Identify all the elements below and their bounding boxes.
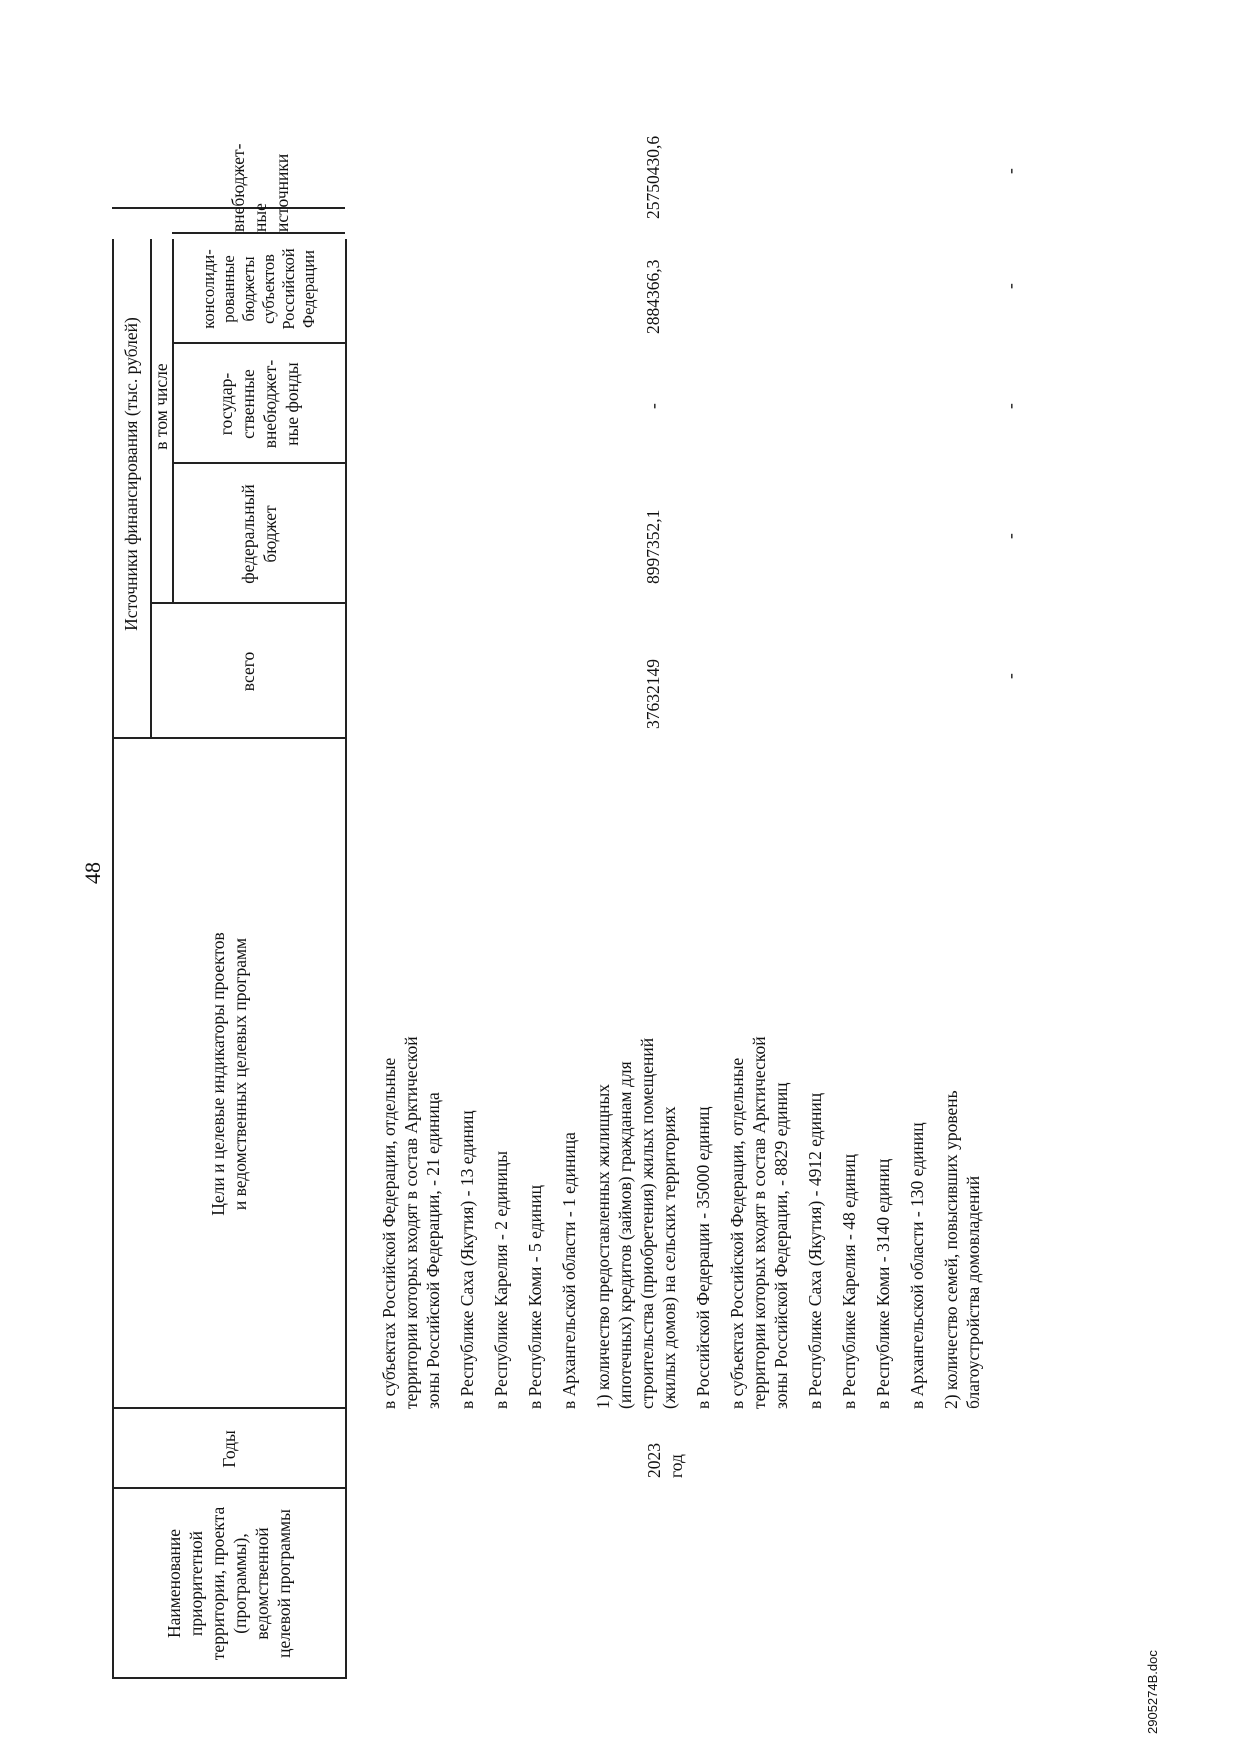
table-row <box>378 744 444 1409</box>
header-name-line: (программы), <box>230 1533 250 1634</box>
header-subgroup: в том числе <box>151 363 171 450</box>
header-federal <box>173 466 344 602</box>
header-name-line: приоритетной <box>186 1531 206 1636</box>
value-extra: 25750430,6 <box>643 135 663 219</box>
value-extra: - <box>1000 168 1020 174</box>
table-row: в Республике Карелия - 2 единицы <box>491 1150 511 1409</box>
goal-line: (ипотечных) кредитов (займов) гражданам для <box>615 1061 635 1409</box>
table-row: в Архангельской области - 130 единиц <box>907 1122 927 1409</box>
value-regional: 2884366,3 <box>643 259 663 334</box>
header-regional-line: субъектов <box>258 254 278 324</box>
goal-line: (жилых домов) на сельских территориях <box>659 1106 679 1409</box>
goal-line: благоустройства домовладений <box>963 1175 983 1409</box>
header-extra-line: источники <box>272 153 292 232</box>
table-row: в Республике Саха (Якутия) - 13 единиц <box>457 1110 477 1409</box>
header-regional-line: Российской <box>278 248 298 330</box>
table-left-rule <box>112 1678 345 1680</box>
header-state-funds <box>173 346 344 462</box>
header-years: Годы <box>219 1430 239 1468</box>
table-row <box>592 744 680 1409</box>
header-regional-line: Федерации <box>298 250 318 328</box>
header-regional-line: рованные <box>218 255 238 323</box>
header-state-funds-line: ные фонды <box>281 362 302 446</box>
col-rule-funding <box>112 738 345 740</box>
goal-line: 1) количество предоставленных жилищных <box>593 1083 613 1409</box>
col-rule-goals <box>112 1408 345 1410</box>
header-extra-line: внебюджет- <box>228 143 248 232</box>
goal-line: в субъектах Российской Федерации, отдельные <box>379 1057 399 1409</box>
year-cell: 2023 год <box>644 1443 686 1478</box>
header-name-line: ведомственной <box>252 1527 272 1640</box>
goal-line: зоны Российской Федерации, - 8829 единиц <box>771 1082 791 1409</box>
header-goals-line: и ведомственных целевых программ <box>230 937 250 1211</box>
goal-line: в субъектах Российской Федерации, отдельные <box>727 1057 747 1409</box>
header-bottom-rule <box>345 239 347 1679</box>
header-regional-line: бюджеты <box>238 256 258 322</box>
header-name-line: целевой программы <box>274 1509 294 1658</box>
header-state-funds-line: государ- <box>215 372 236 436</box>
header-goals-line: Цели и целевые индикаторы проектов <box>208 932 228 1216</box>
value-federal: - <box>1000 533 1020 539</box>
table-row: в Республике Карелия - 48 единиц <box>839 1154 859 1409</box>
value-total: 37632149 <box>643 659 663 729</box>
goal-line: территории которых входят в состав Арктической <box>749 1036 769 1409</box>
col-rule-years <box>112 1488 345 1490</box>
header-regional <box>173 236 344 342</box>
col-rule-state-funds <box>172 463 345 465</box>
table-row: в Республике Саха (Якутия) - 4912 единиц <box>805 1092 825 1409</box>
header-name-line: Наименование <box>164 1528 184 1639</box>
header-extra <box>176 134 344 232</box>
table-row <box>940 744 984 1409</box>
table-row: в Республике Коми - 5 единиц <box>525 1184 545 1409</box>
value-federal: 8997352,1 <box>643 509 663 584</box>
goals-column <box>378 744 984 1409</box>
page-number: 48 <box>80 862 105 884</box>
header-name <box>114 1491 344 1676</box>
col-rule-regional <box>172 343 345 345</box>
table-row: в Архангельской области - 1 единица <box>559 1132 579 1409</box>
table-row <box>726 744 792 1409</box>
goal-line: территории которых входят в состав Арктической <box>401 1036 421 1409</box>
value-state-funds: - <box>1000 403 1020 409</box>
value-regional: - <box>1000 283 1020 289</box>
document-code: 2905274B.doc <box>1145 1650 1160 1734</box>
header-federal-line: федеральный <box>237 484 258 584</box>
header-regional-line: консолиди- <box>198 249 218 329</box>
header-extra-line: ные <box>250 203 270 232</box>
table-row: в Российской Федерации - 35000 единиц <box>693 1106 713 1409</box>
header-federal-line: бюджет <box>259 505 280 563</box>
header-name-line: территории, проекта <box>208 1506 228 1661</box>
goal-line: строительства (приобретения) жилых помещений <box>637 1037 657 1409</box>
goal-line: 2) количество семей, повысивших уровень <box>941 1090 961 1409</box>
col-rule-extra <box>172 233 345 235</box>
col-rule-federal <box>150 603 345 605</box>
value-total: - <box>1000 673 1020 679</box>
header-state-funds-line: ственные <box>237 369 258 439</box>
header-funding-group: Источники финансирования (тыс. рублей) <box>121 317 141 631</box>
value-state-funds: - <box>643 403 663 409</box>
header-state-funds-line: внебюджет- <box>259 359 280 449</box>
goal-line: зоны Российской Федерации, - 21 единица <box>423 1092 443 1409</box>
header-total: всего <box>237 651 258 692</box>
header-goals <box>114 741 344 1407</box>
table-row: в Республике Коми - 3140 единиц <box>873 1158 893 1409</box>
